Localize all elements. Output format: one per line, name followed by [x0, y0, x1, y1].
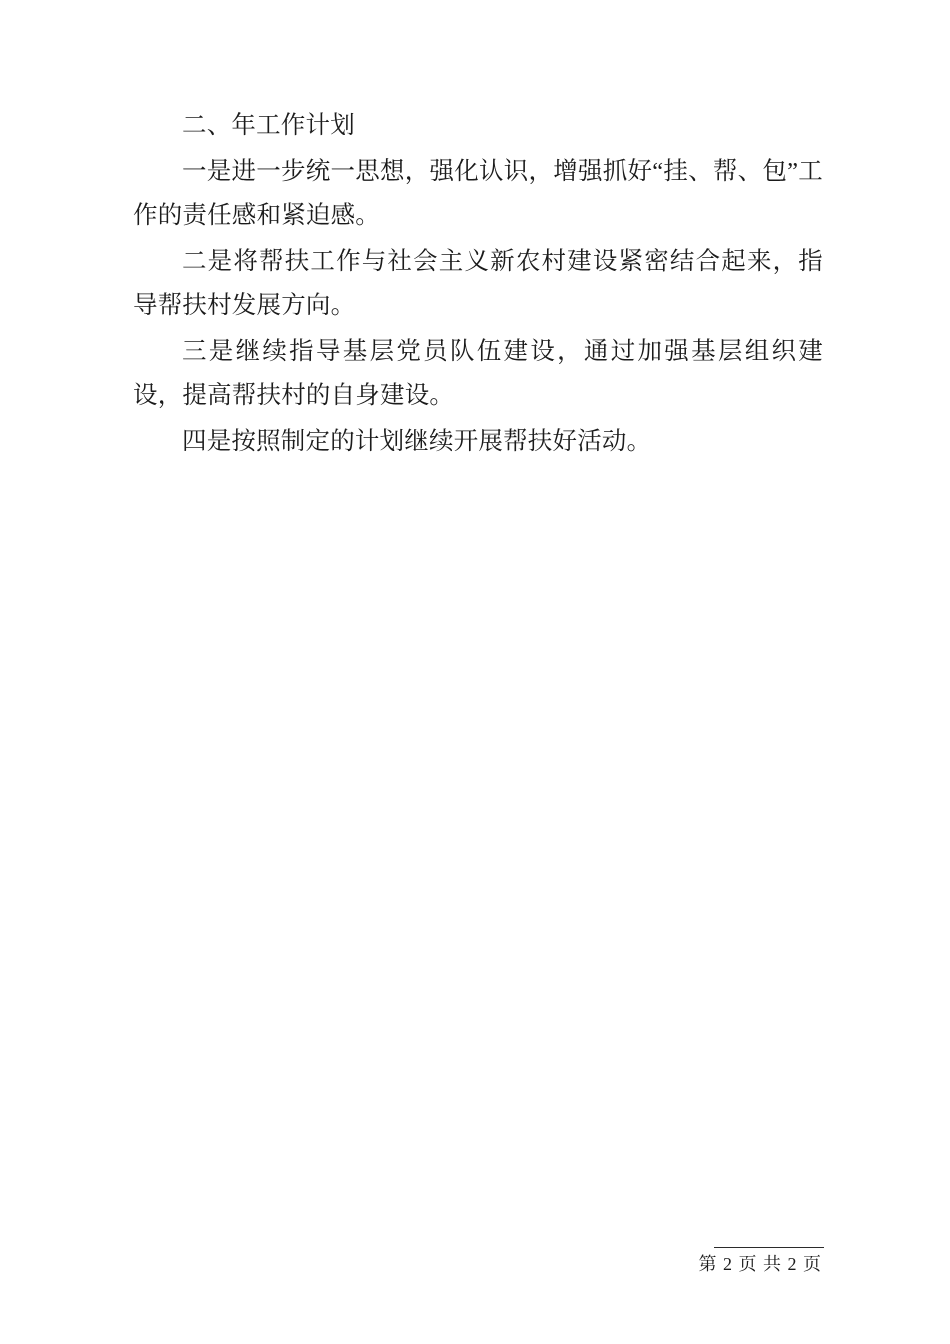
paragraph-item-3: 三是继续指导基层党员队伍建设，通过加强基层组织建设，提高帮扶村的自身建设。 — [133, 338, 823, 409]
page-number-footer: 第 2 页 共 2 页 — [698, 1254, 822, 1274]
paragraph-item-1: 一是进一步统一思想，强化认识，增强抓好“挂、帮、包”工作的责任感和紧迫感。 — [133, 158, 823, 229]
section-heading: 二、年工作计划 — [182, 112, 355, 139]
paragraph-item-2: 二是将帮扶工作与社会主义新农村建设紧密结合起来，指导帮扶村发展方向。 — [133, 248, 823, 319]
paragraph-item-4: 四是按照制定的计划继续开展帮扶好活动。 — [182, 428, 652, 455]
document-body — [133, 104, 823, 466]
footer-divider — [714, 1247, 824, 1248]
